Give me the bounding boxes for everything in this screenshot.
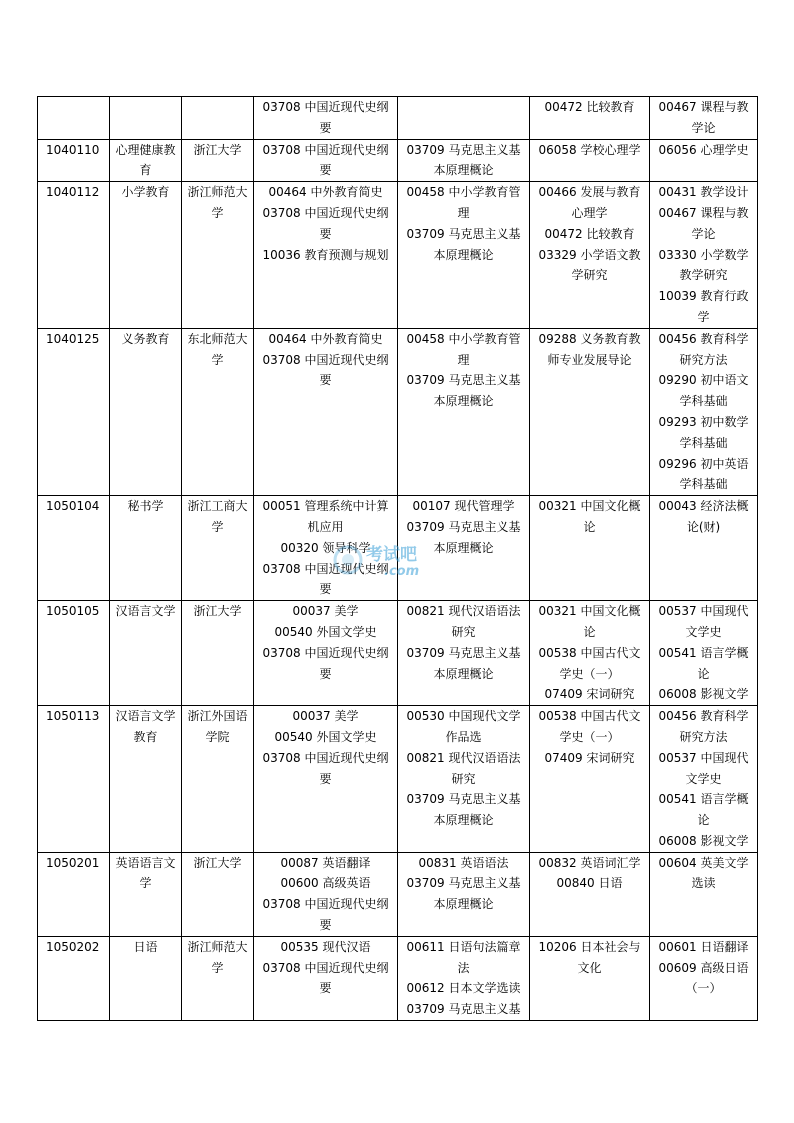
course-entry: 09293 初中数学学科基础 <box>658 414 749 450</box>
course-cell <box>254 936 398 1020</box>
school-cell: 浙江师范大学 <box>182 182 254 329</box>
course-entry: 00107 现代管理学 <box>412 499 515 514</box>
course-entry: 00472 比较教育 <box>544 226 635 241</box>
major-code-cell: 1050105 <box>38 601 110 706</box>
course-cell <box>254 328 398 495</box>
course-entry: 00612 日本文学选读 <box>406 981 521 996</box>
table-row <box>38 328 758 495</box>
course-entry: 00458 中小学教育管理 <box>406 185 521 220</box>
course-entry: 06008 影视文学 <box>658 833 749 848</box>
course-cell <box>398 97 530 140</box>
course-entry: 07409 宋词研究 <box>544 750 635 765</box>
course-entry: 00466 发展与教育心理学 <box>538 185 641 220</box>
table-row <box>38 139 758 182</box>
course-cell <box>530 496 650 601</box>
course-entry: 03708 中国近现代史纲要 <box>262 100 389 135</box>
table-row <box>38 97 758 140</box>
course-entry: 00320 领导科学 <box>280 540 371 555</box>
course-cell <box>650 706 758 853</box>
course-entry: 03709 马克思主义基本原理概论 <box>406 876 521 912</box>
major-code-cell: 1050113 <box>38 706 110 853</box>
course-cell <box>650 139 758 182</box>
course-cell <box>254 601 398 706</box>
course-entry: 00831 英语语法 <box>418 855 509 870</box>
course-entry: 03708 中国近现代史纲要 <box>262 897 389 933</box>
course-entry: 03709 马克思主义基本原理概论 <box>406 519 521 555</box>
course-entry: 06008 影视文学 <box>658 687 749 702</box>
course-cell <box>398 496 530 601</box>
course-cell <box>254 496 398 601</box>
table-row <box>38 182 758 329</box>
course-entry: 03708 中国近现代史纲要 <box>262 142 389 178</box>
school-cell: 浙江大学 <box>182 601 254 706</box>
major-name-cell: 汉语言文学 <box>110 601 182 706</box>
major-name-cell: 日语 <box>110 936 182 1020</box>
course-entry: 00051 管理系统中计算机应用 <box>262 499 389 534</box>
course-cell <box>530 852 650 936</box>
course-entry: 06058 学校心理学 <box>538 142 641 157</box>
course-entry: 10039 教育行政学 <box>658 289 749 324</box>
course-entry: 00043 经济法概论(财) <box>658 499 749 534</box>
course-cell <box>650 496 758 601</box>
course-entry: 03708 中国近现代史纲要 <box>262 960 389 996</box>
course-entry: 07409 宋词研究 <box>544 687 635 702</box>
major-code-cell <box>38 97 110 140</box>
course-entry: 00840 日语 <box>556 876 623 891</box>
major-name-cell: 心理健康教育 <box>110 139 182 182</box>
course-cell <box>254 139 398 182</box>
course-entry: 00600 高级英语 <box>280 876 371 891</box>
course-cell <box>398 601 530 706</box>
table-row <box>38 496 758 601</box>
course-entry: 10036 教育预测与规划 <box>262 247 389 262</box>
school-cell: 东北师范大学 <box>182 328 254 495</box>
watermark-subtext: .com <box>384 564 420 579</box>
major-code-cell: 1050104 <box>38 496 110 601</box>
course-cell <box>254 706 398 853</box>
course-cell <box>650 182 758 329</box>
course-entry: 00037 美学 <box>292 709 359 724</box>
course-entry: 00540 外国文学史 <box>274 729 377 744</box>
course-entry: 00464 中外教育简史 <box>268 185 383 200</box>
school-cell: 浙江工商大学 <box>182 496 254 601</box>
course-entry: 10206 日本社会与文化 <box>538 939 641 975</box>
course-entry: 00467 课程与教学论 <box>658 205 749 241</box>
course-entry: 03709 马克思主义基本原理概论 <box>406 142 521 178</box>
course-entry: 03708 中国近现代史纲要 <box>262 750 389 786</box>
course-entry: 00458 中小学教育管理 <box>406 331 521 367</box>
course-table <box>37 96 758 1021</box>
major-name-cell: 汉语言文学教育 <box>110 706 182 853</box>
course-entry: 00538 中国古代文学史（一） <box>538 709 641 744</box>
major-code-cell: 1040110 <box>38 139 110 182</box>
course-entry: 00832 英语词汇学 <box>538 855 641 870</box>
course-cell <box>650 936 758 1020</box>
course-cell <box>650 601 758 706</box>
course-entry: 00535 现代汉语 <box>280 939 371 954</box>
course-entry: 00604 英美文学选读 <box>658 855 749 891</box>
course-cell <box>254 852 398 936</box>
course-cell <box>398 936 530 1020</box>
course-entry: 00087 英语翻译 <box>280 855 371 870</box>
course-entry: 03709 马克思主义基本原理概论 <box>406 373 521 409</box>
course-entry: 00037 美学 <box>292 604 359 619</box>
course-cell <box>398 139 530 182</box>
course-entry: 03709 马克思主义基本原理概论 <box>406 226 521 262</box>
course-entry: 09290 初中语文学科基础 <box>658 373 749 409</box>
course-entry: 00538 中国古代文学史（一） <box>538 645 641 681</box>
course-cell <box>650 328 758 495</box>
course-table-body <box>38 97 758 1021</box>
course-cell <box>530 139 650 182</box>
major-code-cell: 1040125 <box>38 328 110 495</box>
course-entry: 00472 比较教育 <box>544 100 635 114</box>
course-entry: 00601 日语翻译 <box>658 939 749 954</box>
course-entry: 03709 马克思主义基本原理概论 <box>406 792 521 828</box>
course-entry: 00464 中外教育简史 <box>268 331 383 346</box>
course-entry: 06056 心理学史 <box>658 142 749 157</box>
course-entry: 03709 马克思主义基 <box>406 1002 521 1017</box>
school-cell: 浙江大学 <box>182 852 254 936</box>
school-cell: 浙江大学 <box>182 139 254 182</box>
course-entry: 00431 教学设计 <box>658 185 749 200</box>
table-row <box>38 936 758 1020</box>
course-cell <box>530 182 650 329</box>
major-name-cell: 秘书学 <box>110 496 182 601</box>
course-cell <box>530 706 650 853</box>
course-cell <box>398 328 530 495</box>
major-name-cell: 小学教育 <box>110 182 182 329</box>
course-entry: 03708 中国近现代史纲要 <box>262 352 389 388</box>
course-cell <box>650 97 758 140</box>
major-code-cell: 1050202 <box>38 936 110 1020</box>
course-cell <box>530 328 650 495</box>
major-name-cell <box>110 97 182 140</box>
course-entry: 03330 小学数学教学研究 <box>658 247 749 283</box>
major-name-cell: 义务教育 <box>110 328 182 495</box>
course-entry: 00537 中国现代文学史 <box>658 604 749 639</box>
course-entry: 00540 外国文学史 <box>274 624 377 639</box>
course-entry: 03708 中国近现代史纲要 <box>262 561 389 597</box>
course-entry: 00541 语言学概论 <box>658 645 749 681</box>
school-cell: 浙江外国语学院 <box>182 706 254 853</box>
course-cell <box>398 852 530 936</box>
course-cell <box>530 936 650 1020</box>
course-cell <box>650 852 758 936</box>
course-entry: 03708 中国近现代史纲要 <box>262 645 389 681</box>
school-cell <box>182 97 254 140</box>
table-row <box>38 601 758 706</box>
watermark-text: 考试吧 <box>366 545 417 565</box>
course-cell <box>254 182 398 329</box>
major-name-cell: 英语语言文学 <box>110 852 182 936</box>
course-entry: 00821 现代汉语语法研究 <box>406 750 521 786</box>
course-entry: 03709 马克思主义基本原理概论 <box>406 645 521 681</box>
course-entry: 00456 教育科学研究方法 <box>658 331 749 367</box>
course-cell <box>254 97 398 140</box>
course-entry: 03708 中国近现代史纲要 <box>262 205 389 241</box>
course-entry: 00321 中国文化概论 <box>538 499 641 534</box>
school-cell: 浙江师范大学 <box>182 936 254 1020</box>
major-code-cell: 1040112 <box>38 182 110 329</box>
course-entry: 09296 初中英语学科基础 <box>658 456 749 492</box>
course-cell <box>530 97 650 140</box>
course-entry: 00456 教育科学研究方法 <box>658 709 749 744</box>
course-entry: 03329 小学语文教学研究 <box>538 247 641 283</box>
table-row <box>38 852 758 936</box>
table-row <box>38 706 758 853</box>
course-cell <box>530 601 650 706</box>
course-cell <box>398 706 530 853</box>
major-code-cell: 1050201 <box>38 852 110 936</box>
course-entry: 00821 现代汉语语法研究 <box>406 604 521 639</box>
course-cell <box>398 182 530 329</box>
course-entry: 09288 义务教育教师专业发展导论 <box>538 331 641 367</box>
course-entry: 00467 课程与教学论 <box>658 100 749 135</box>
course-entry: 00541 语言学概论 <box>658 792 749 828</box>
course-entry: 00611 日语句法篇章法 <box>406 939 521 975</box>
course-entry: 00530 中国现代文学作品选 <box>406 709 521 744</box>
course-entry: 00537 中国现代文学史 <box>658 750 749 786</box>
course-entry: 00321 中国文化概论 <box>538 604 641 639</box>
course-entry: 00609 高级日语（一） <box>658 960 749 996</box>
